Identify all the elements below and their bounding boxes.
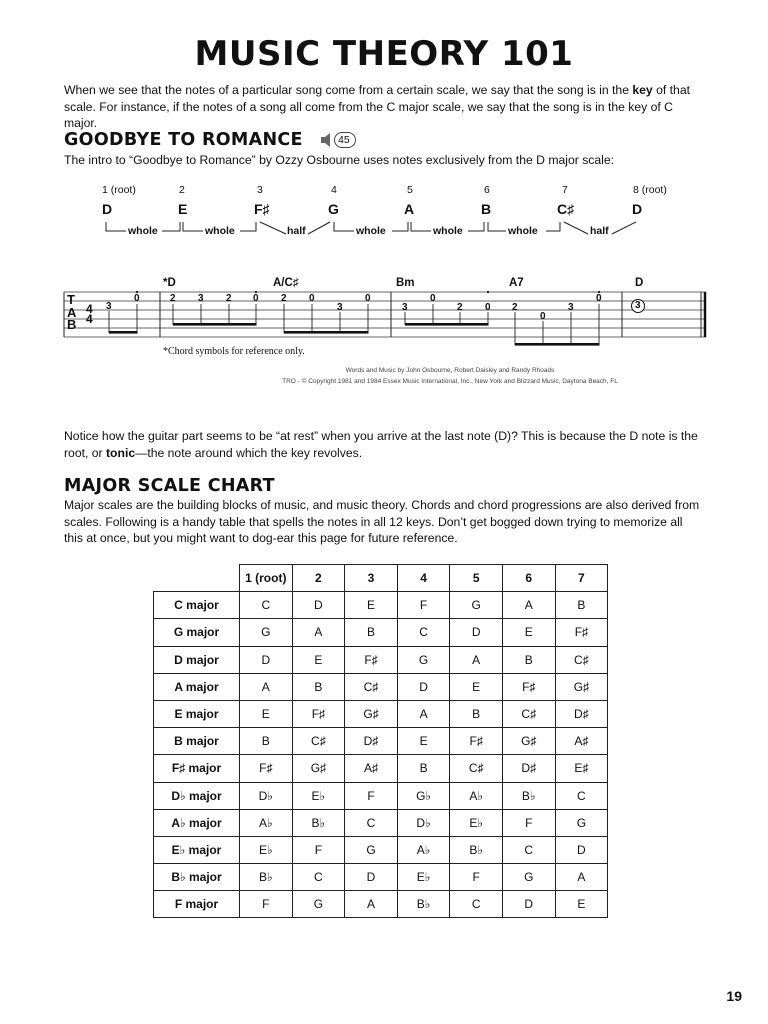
note-cell: C♯ [502,700,555,727]
goodbye-intro: The intro to “Goodbye to Romance” by Ozzy Osbourne uses notes exclusively from the D major scale: [64,153,615,167]
page-number: 19 [726,988,742,1004]
note-cell: F [345,782,398,809]
note-cell: B [292,673,345,700]
scale-note: D [632,201,643,217]
tab-staff [0,0,768,400]
row-key-label: B major [154,728,240,755]
note-cell: G♭ [397,782,450,809]
time-sig-bottom: 4 [86,312,93,326]
note-cell: G♯ [502,728,555,755]
chord-footnote: *Chord symbols for reference only. [163,346,305,357]
note-cell: B♭ [292,809,345,836]
table-header-row [154,565,608,592]
column-header: 2 [292,565,345,592]
fret-number: 0 [540,311,546,322]
table-row [154,700,608,727]
note-cell: G [450,592,503,619]
table-row [154,592,608,619]
degree-label: 7 [562,184,568,196]
fret-number: 3 [337,302,343,313]
note-cell: F♯ [450,728,503,755]
time-signature [86,304,93,324]
note-cell: C [555,782,608,809]
note-cell: G [345,836,398,863]
intro-text-1: When we see that the notes of a particular song come from a certain scale, we say that the song is in the [64,83,633,97]
row-key-label: F major [154,891,240,918]
step-label: whole [508,225,538,237]
note-cell: B♭ [397,891,450,918]
step-label: whole [433,225,463,237]
notice-text-1: Notice how the guitar part seems to be “at rest” when you arrive at the last note (D)? This is because the D note is the root, or [64,429,698,460]
note-cell: D [397,673,450,700]
notice-paragraph [64,428,704,461]
note-cell: E [450,673,503,700]
note-cell: E [345,592,398,619]
note-cell: G [397,646,450,673]
note-cell: A♭ [240,809,293,836]
note-cell: F♯ [345,646,398,673]
table-row [154,891,608,918]
credits-line-1: Words and Music by John Osbourne, Robert Daisley and Randy Rhoads [345,367,555,374]
fret-number: 0 [596,293,602,304]
note-cell: D [555,836,608,863]
major-scale-chart-heading: MAJOR SCALE CHART [64,476,275,496]
table-row [154,673,608,700]
note-cell: C [502,836,555,863]
goodbye-heading: GOODBYE TO ROMANCE [64,130,303,150]
fret-number: 2 [226,293,232,304]
fret-number: 0 [485,302,491,313]
chord-symbol: Bm [396,277,415,289]
row-key-label: B♭ major [154,864,240,891]
tab-clef-b: B [67,317,77,332]
column-header: 3 [345,565,398,592]
note-cell: G [502,864,555,891]
column-header: 1 (root) [240,565,293,592]
page-title: MUSIC THEORY 101 [194,34,574,74]
note-cell: B [345,619,398,646]
scale-note: F♯ [254,201,270,217]
notice-text-2: —the note around which the key revolves. [135,445,363,460]
note-cell: C♯ [450,755,503,782]
note-cell: E♭ [240,836,293,863]
degree-label: 6 [484,184,490,196]
chord-symbol: A7 [509,277,524,289]
chord-symbol: A/C♯ [273,277,299,289]
note-cell: B [450,700,503,727]
note-cell: C [397,619,450,646]
tablature [0,0,768,400]
note-cell: B [397,755,450,782]
step-label: whole [356,225,386,237]
note-cell: F [450,864,503,891]
degree-label: 4 [331,184,337,196]
note-cell: F [397,592,450,619]
note-cell: D [345,864,398,891]
note-cell: B [502,646,555,673]
note-cell: B [240,728,293,755]
fret-number: 0 [253,293,259,304]
step-label: whole [128,225,158,237]
note-cell: F [292,836,345,863]
note-cell: F♯ [502,673,555,700]
note-cell: D [502,891,555,918]
note-cell: B♭ [450,836,503,863]
note-cell: E [240,700,293,727]
note-cell: F♯ [240,755,293,782]
note-cell: C [240,592,293,619]
note-cell: A [450,646,503,673]
note-cell: C [345,809,398,836]
note-cell: B♭ [502,782,555,809]
scale-note: C♯ [557,201,575,217]
note-cell: E♯ [555,755,608,782]
fret-number: 2 [170,293,176,304]
chord-symbol: *D [163,277,176,289]
column-header: 7 [555,565,608,592]
degree-label: 3 [257,184,263,196]
note-cell: E♭ [450,809,503,836]
major-scale-table [153,564,608,918]
step-label: half [590,225,609,237]
note-cell: D [240,646,293,673]
row-key-label: G major [154,619,240,646]
note-cell: E [292,646,345,673]
intro-text-2: of that scale. For instance, if the notes of a song all come from the C major scale, we say that the song is in the key of C major. [64,83,690,130]
tonic-term: tonic [106,445,136,460]
note-cell: G♯ [292,755,345,782]
row-key-label: D♭ major [154,782,240,809]
note-cell: F [502,809,555,836]
scale-note: B [481,201,492,217]
fret-number: 2 [512,302,518,313]
note-cell: E [397,728,450,755]
note-cell: E♭ [292,782,345,809]
note-cell: A [345,891,398,918]
row-key-label: A major [154,673,240,700]
note-cell: C [292,864,345,891]
note-cell: D♯ [502,755,555,782]
row-key-label: E major [154,700,240,727]
note-cell: C♯ [555,646,608,673]
tab-clef [67,294,76,332]
note-cell: B [555,592,608,619]
degree-label: 5 [407,184,413,196]
table-row [154,619,608,646]
note-cell: A [397,700,450,727]
degree-label: 1 (root) [102,184,136,196]
scale-note: E [178,201,188,217]
column-header: 5 [450,565,503,592]
note-cell: F♯ [292,700,345,727]
fret-number: 0 [134,293,140,304]
step-label: half [287,225,306,237]
fret-number: 0 [365,293,371,304]
row-key-label: F♯ major [154,755,240,782]
row-key-label: E♭ major [154,836,240,863]
table-row [154,755,608,782]
track-number: 45 [334,132,356,148]
table-row [154,728,608,755]
column-header: 4 [397,565,450,592]
row-key-label: A♭ major [154,809,240,836]
intro-key-term: key [632,83,653,97]
note-cell: A [555,864,608,891]
note-cell: C♯ [292,728,345,755]
scale-note: A [404,201,415,217]
table-row [154,864,608,891]
note-cell: A [240,673,293,700]
degree-label: 2 [179,184,185,196]
note-cell: E♭ [397,864,450,891]
note-cell: B♭ [240,864,293,891]
note-cell: E [502,619,555,646]
note-cell: C♯ [345,673,398,700]
note-cell: A [502,592,555,619]
fret-number: 2 [281,293,287,304]
note-cell: A [292,619,345,646]
table-row [154,646,608,673]
chord-symbol: D [635,277,644,289]
note-cell: F♯ [555,619,608,646]
note-cell: D [292,592,345,619]
row-key-label: C major [154,592,240,619]
fret-number: 2 [457,302,463,313]
note-cell: E [555,891,608,918]
time-sig-top: 4 [86,302,93,316]
note-cell: D♭ [397,809,450,836]
fret-number: 3 [106,301,112,312]
note-cell: D♯ [555,700,608,727]
tab-clef-a: A [67,304,77,320]
fret-number: 3 [402,302,408,313]
degree-label: 8 (root) [633,184,667,196]
note-cell: A♯ [555,728,608,755]
fret-number: 3 [198,293,204,304]
note-cell: G [292,891,345,918]
note-cell: D♭ [240,782,293,809]
table-row [154,809,608,836]
table-row [154,782,608,809]
major-scale-intro: Major scales are the building blocks of music, and music theory. Chords and chord progressions are also derived from scales. Following is a handy table that spells the notes in all 12 keys. Don’t get bogged down trying to memorize all this at once, but you might want to dog-ear this page for future reference. [64,498,700,545]
note-cell: A♭ [450,782,503,809]
final-fret-number: 3 [635,300,641,311]
note-cell: A♭ [397,836,450,863]
note-cell: D [450,619,503,646]
row-key-label: D major [154,646,240,673]
step-label: whole [205,225,235,237]
note-cell: C [450,891,503,918]
note-cell: G [555,809,608,836]
note-cell: F [240,891,293,918]
scale-note: G [328,201,339,217]
fret-number: 0 [430,293,436,304]
note-cell: G♯ [345,700,398,727]
scale-note: D [102,201,113,217]
column-header: 6 [502,565,555,592]
tab-clef-t: T [67,292,75,307]
note-cell: G♯ [555,673,608,700]
fret-number: 0 [309,293,315,304]
note-cell: A♯ [345,755,398,782]
note-cell: G [240,619,293,646]
fret-number: 3 [568,302,574,313]
note-cell: D♯ [345,728,398,755]
credits-line-2: TRO - © Copyright 1981 and 1984 Essex Music International, Inc., New York and Blizzard Music, Daytona Beach, FL [282,378,618,385]
table-corner [154,565,240,592]
table-row [154,836,608,863]
